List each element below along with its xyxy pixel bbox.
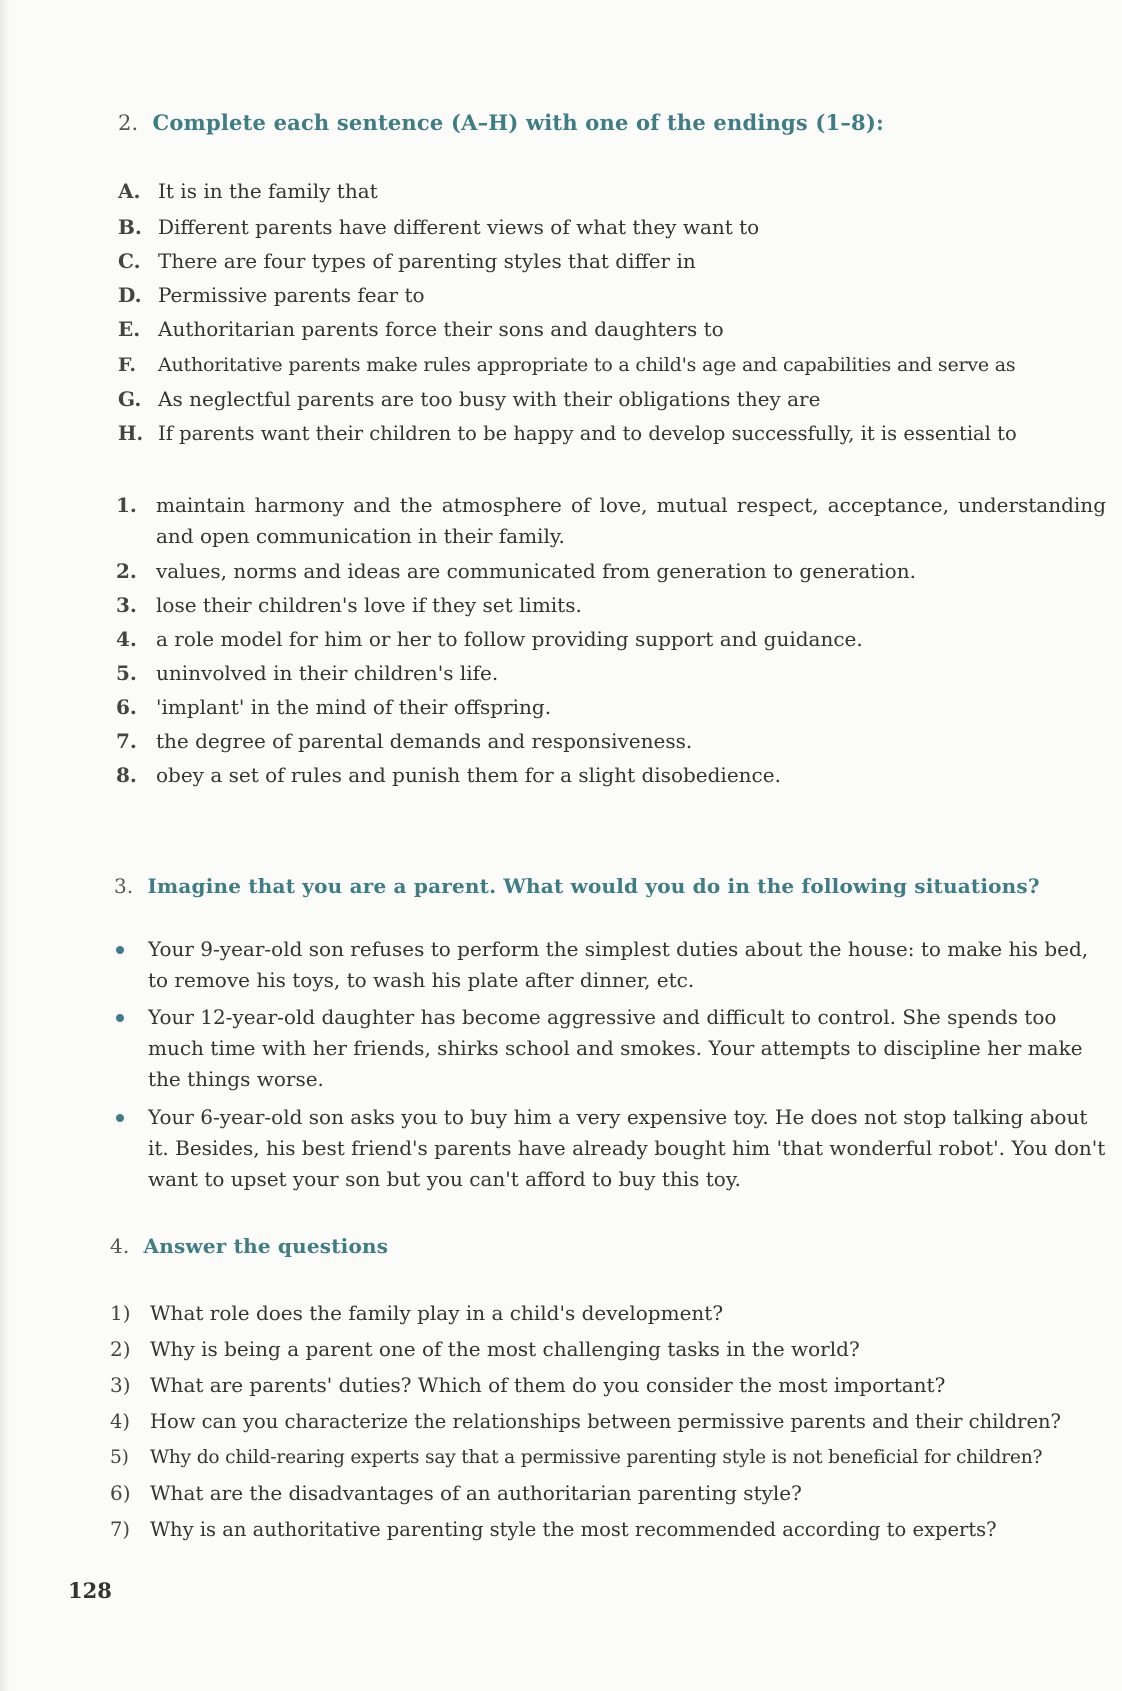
situation-bullet-1	[116, 934, 1106, 996]
question-text: What role does the family play in a child's development?	[150, 1301, 724, 1325]
question-4	[110, 1406, 1110, 1437]
ending-6	[116, 692, 1106, 723]
task-3-title: Imagine that you are a parent. What would you do in the following situations?	[147, 874, 1040, 898]
question-1	[110, 1298, 1110, 1329]
page-edge-shadow	[0, 0, 10, 1691]
question-7	[110, 1514, 1110, 1545]
sentence-text: Different parents have different views of what they want to	[158, 215, 760, 239]
ending-text: uninvolved in their children's life.	[156, 661, 499, 685]
task-4-title: Answer the questions	[143, 1234, 389, 1258]
ending-4	[116, 624, 1106, 655]
bullet-icon	[116, 1014, 124, 1022]
task-2-number: 2.	[118, 111, 139, 135]
sentence-text: As neglectful parents are too busy with their obligations they are	[158, 387, 821, 411]
question-text: What are parents' duties? Which of them do you consider the most important?	[150, 1373, 946, 1397]
bullet-icon	[116, 1114, 124, 1122]
ending-text: the degree of parental demands and responsiveness.	[156, 729, 693, 753]
ending-label: 3.	[116, 593, 137, 617]
question-number: 3)	[110, 1373, 131, 1397]
question-number: 2)	[110, 1337, 131, 1361]
ending-2	[116, 556, 1106, 587]
sentence-text: Authoritarian parents force their sons and daughters to	[158, 317, 724, 341]
ending-label: 7.	[116, 729, 137, 753]
sentence-label: D.	[118, 283, 142, 307]
sentence-label: B.	[118, 215, 142, 239]
sentence-text: Authoritative parents make rules appropriate to a child's age and capabilities and serve as	[158, 354, 1016, 376]
sentence-text: There are four types of parenting styles that differ in	[158, 249, 696, 273]
sentence-text: It is in the family that	[158, 179, 378, 203]
sentence-g	[118, 384, 1098, 415]
ending-5	[116, 658, 1106, 689]
question-2	[110, 1334, 1110, 1365]
ending-text: 'implant' in the mind of their offspring.	[156, 695, 552, 719]
sentence-e	[118, 314, 1098, 345]
ending-label: 2.	[116, 559, 137, 583]
situation-text: Your 6-year-old son asks you to buy him a very expensive toy. He does not stop talking about it. Besides, his best friend's parents have already bought him 'that wonderful robot'. You don't want to upset your son but you can't afford to buy this toy.	[148, 1105, 1106, 1191]
ending-text: lose their children's love if they set limits.	[156, 593, 582, 617]
sentence-h	[118, 418, 1108, 449]
task-3-heading	[114, 874, 1040, 898]
ending-text: a role model for him or her to follow providing support and guidance.	[156, 627, 863, 651]
task-3-number: 3.	[114, 874, 134, 898]
ending-text: obey a set of rules and punish them for a slight disobedience.	[156, 763, 781, 787]
question-text: Why do child-rearing experts say that a permissive parenting style is not beneficial for children?	[150, 1447, 1043, 1468]
sentence-label: F.	[118, 354, 136, 376]
task-4-number: 4.	[110, 1234, 130, 1258]
sentence-label: H.	[118, 422, 144, 445]
question-number: 5)	[110, 1447, 129, 1468]
sentence-label: C.	[118, 249, 141, 273]
sentence-b	[118, 212, 1098, 243]
ending-label: 8.	[116, 763, 137, 787]
question-number: 4)	[110, 1410, 131, 1433]
sentence-label: A.	[118, 179, 141, 203]
ending-label: 5.	[116, 661, 137, 685]
sentence-c	[118, 246, 1098, 277]
page-number: 128	[68, 1578, 112, 1603]
question-6	[110, 1478, 1110, 1509]
question-number: 7)	[110, 1518, 131, 1541]
situation-text: Your 12-year-old daughter has become aggressive and difficult to control. She spends too much time with her friends, shirks school and smokes. Your attempts to discipline her make the things worse.	[148, 1005, 1083, 1091]
ending-label: 1.	[116, 493, 137, 517]
question-text: Why is an authoritative parenting style the most recommended according to experts?	[150, 1518, 997, 1541]
ending-label: 4.	[116, 627, 137, 651]
task-4-heading	[110, 1234, 388, 1258]
question-number: 1)	[110, 1301, 131, 1325]
ending-label: 6.	[116, 695, 137, 719]
situation-text: Your 9-year-old son refuses to perform the simplest duties about the house: to make his bed, to remove his toys, to wash his plate after dinner, etc.	[148, 937, 1089, 992]
bullet-icon	[116, 946, 124, 954]
ending-3	[116, 590, 1106, 621]
task-2-title: Complete each sentence (A–H) with one of the endings (1–8):	[152, 110, 884, 135]
situation-bullet-3	[116, 1102, 1106, 1195]
sentence-label: G.	[118, 387, 142, 411]
task-2-heading	[118, 110, 884, 135]
sentence-f	[118, 350, 1108, 381]
ending-7	[116, 726, 1106, 757]
question-text: Why is being a parent one of the most challenging tasks in the world?	[150, 1337, 860, 1361]
ending-text: values, norms and ideas are communicated from generation to generation.	[156, 559, 916, 583]
ending-8	[116, 760, 1106, 791]
question-3	[110, 1370, 1110, 1401]
sentence-d	[118, 280, 1098, 311]
question-number: 6)	[110, 1481, 131, 1505]
sentence-text: Permissive parents fear to	[158, 283, 425, 307]
sentence-label: E.	[118, 317, 141, 341]
question-5	[110, 1442, 1110, 1473]
ending-text: maintain harmony and the atmosphere of love, mutual respect, acceptance, understanding and open communication in their family.	[156, 493, 1106, 548]
situation-bullet-2	[116, 1002, 1106, 1095]
sentence-text: If parents want their children to be happy and to develop successfully, it is essential to	[158, 422, 1017, 445]
question-text: How can you characterize the relationships between permissive parents and their children?	[150, 1410, 1061, 1433]
question-text: What are the disadvantages of an authoritarian parenting style?	[150, 1481, 802, 1505]
sentence-a	[118, 176, 1098, 207]
ending-1	[116, 490, 1106, 552]
